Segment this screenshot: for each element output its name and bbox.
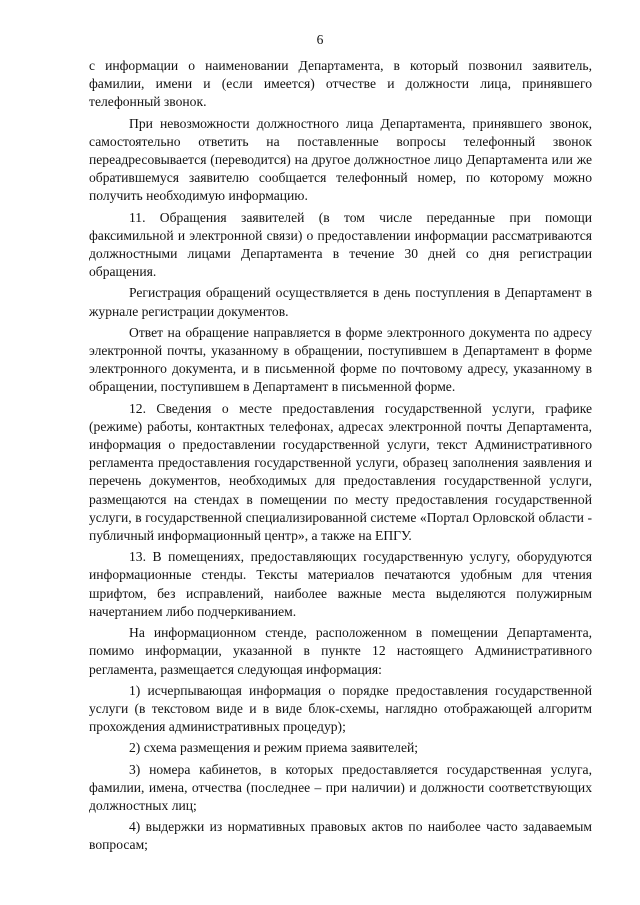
- paragraph-info-stand: На информационном стенде, расположенном в помещении Департамента, помимо информации, указанной в пункте 12 настоящего Административного регламента, размещается следующая информация:: [89, 625, 592, 677]
- paragraph-response: Ответ на обращение направляется в форме электронного документа по адресу электронной почты, указанному в обращении, поступившем в Департамент в форме электронного документа, и в письменной форме по почтовому адресу, указанному в обращении, поступившем в Департамент в письменной форме.: [89, 324, 592, 395]
- list-item-3: 3) номера кабинетов, в которых предоставляется государственная услуга, фамилии, имена, отчества (последнее – при наличии) и должности соответствующих должностных лиц;: [89, 761, 592, 813]
- paragraph-item-11: 11. Обращения заявителей (в том числе переданные при помощи факсимильной и электронной связи) о предоставлении информации рассматриваются должностными лицами Департамента в течение 30 дней со дня регистрации обращения.: [89, 209, 592, 280]
- page-number: 6: [316, 32, 324, 47]
- paragraph-1-continuation: с информации о наименовании Департамента, в который позвонил заявитель, фамилии, имени и (если имеется) отчестве и должности лица, принявшего телефонный звонок.: [89, 58, 592, 110]
- list-item-2: 2) схема размещения и режим приема заявителей;: [129, 740, 419, 756]
- document-body: [89, 57, 592, 855]
- paragraph-item-12: 12. Сведения о месте предоставления государственной услуги, графике (режиме) работы, контактных телефонах, адресах электронной почты Департамента, информация о предоставлении государственной услуги, текст Административного регламента предоставления государственной услуги, образец заполнения заявления и перечень документов, необходимых для предоставления государственной услуги, размещаются на стендах в помещении по месту предоставления государственной услуги, в государственной специализированной системе «Портал Орловской области - публичный информационный центр», а также на ЕПГУ.: [89, 400, 592, 544]
- list-item-4: 4) выдержки из нормативных правовых актов по наиболее часто задаваемым вопросам;: [89, 819, 592, 853]
- paragraph-item-13: 13. В помещениях, предоставляющих государственную услугу, оборудуются информационные стенды. Тексты материалов печатаются удобным для чтения шрифтом, без исправлений, наиболее важные места выделяются полужирным начертанием либо подчеркиванием.: [89, 549, 592, 619]
- paragraph-call-redirect: При невозможности должностного лица Департамента, принявшего звонок, самостоятельно ответить на поставленные вопросы телефонный звонок переадресовывается (переводится) на другое должностное лицо Департамента или же обратившемуся заявителю сообщается телефонный номер, по которому можно получить необходимую информацию.: [89, 115, 592, 204]
- list-item-1: 1) исчерпывающая информация о порядке предоставления государственной услуги (в текстовом виде и в виде блок-схемы, наглядно отображающей алгоритм прохождения административных процедур);: [89, 682, 592, 735]
- paragraph-registration: Регистрация обращений осуществляется в день поступления в Департамент в журнале регистрации документов.: [89, 285, 592, 319]
